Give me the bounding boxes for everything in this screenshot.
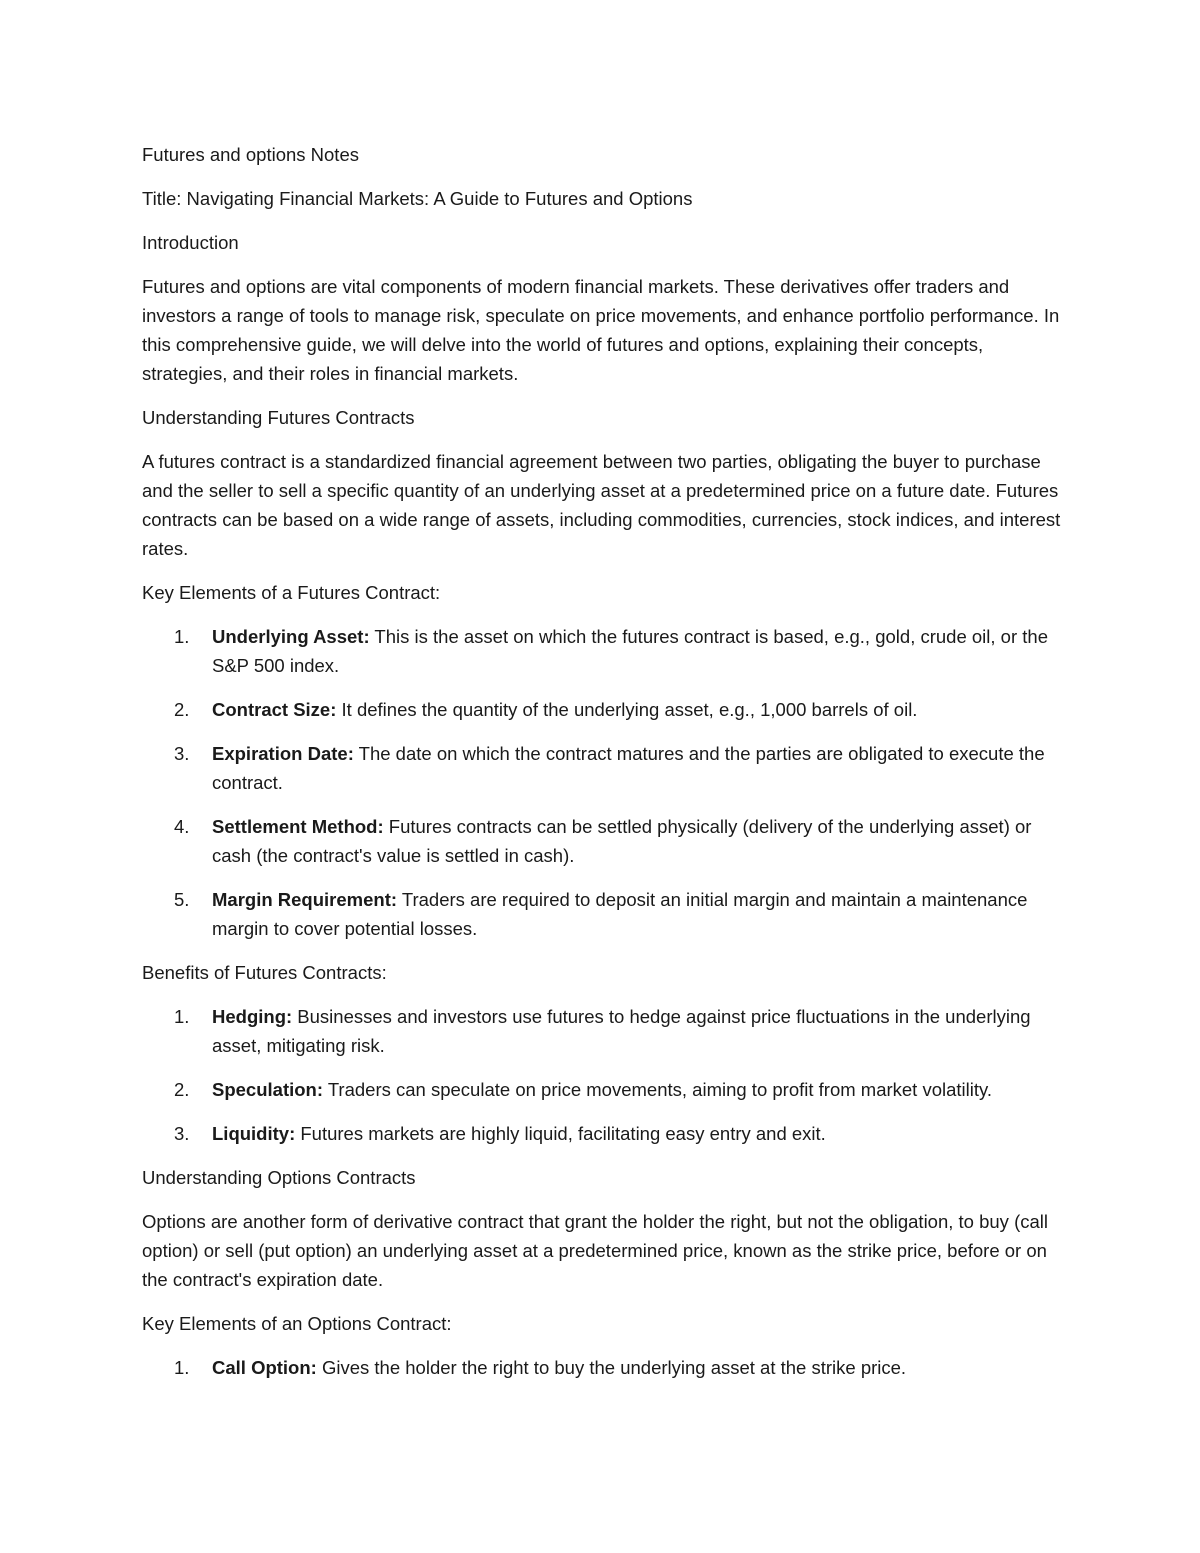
- list-text: Businesses and investors use futures to hedge against price fluctuations in the underlying asset, mitigating risk.: [212, 1006, 1031, 1056]
- key-elements-options-list: [142, 1353, 1062, 1382]
- doc-heading: Futures and options Notes: [142, 144, 359, 165]
- list-item: [142, 1075, 1062, 1104]
- list-text: Gives the holder the right to buy the underlying asset at the strike price.: [316, 1357, 907, 1378]
- list-text: Futures contracts can be settled physically (delivery of the underlying asset) or cash (the contract's value is settled in cash).: [212, 816, 1032, 866]
- benefits-list: [142, 1002, 1062, 1148]
- document-page: [142, 140, 1062, 1397]
- list-item: [142, 1002, 1062, 1060]
- list-number: 3.: [174, 1123, 190, 1144]
- list-text: The date on which the contract matures and the parties are obligated to execute the contract.: [212, 743, 1045, 793]
- list-term: Liquidity:: [212, 1123, 296, 1144]
- intro-paragraph: Futures and options are vital components of modern financial markets. These derivatives offer traders and investors a range of tools to manage risk, speculate on price movements, and enhance portfolio performance. In this comprehensive guide, we will delve into the world of futures and options, explaining their concepts, strategies, and their roles in financial markets.: [142, 276, 1060, 384]
- list-item: [142, 885, 1062, 943]
- benefits-heading: Benefits of Futures Contracts:: [142, 962, 387, 983]
- key-elements-options-heading: Key Elements of an Options Contract:: [142, 1313, 452, 1334]
- list-term: Margin Requirement:: [212, 889, 398, 910]
- list-number: 2.: [174, 1079, 190, 1100]
- list-item: [142, 622, 1062, 680]
- list-number: 5.: [174, 889, 190, 910]
- list-term: Contract Size:: [212, 699, 337, 720]
- list-number: 1.: [174, 1006, 190, 1027]
- list-text: This is the asset on which the futures contract is based, e.g., gold, crude oil, or the S&P 500 index.: [212, 626, 1048, 676]
- futures-heading: Understanding Futures Contracts: [142, 407, 415, 428]
- list-number: 1.: [174, 1357, 190, 1378]
- list-text: Futures markets are highly liquid, facilitating easy entry and exit.: [295, 1123, 826, 1144]
- list-term: Speculation:: [212, 1079, 324, 1100]
- options-heading: Understanding Options Contracts: [142, 1167, 416, 1188]
- key-elements-futures-list: [142, 622, 1062, 943]
- options-paragraph: Options are another form of derivative contract that grant the holder the right, but not the obligation, to buy (call option) or sell (put option) an underlying asset at a predetermined price, known as the strike price, before or on the contract's expiration date.: [142, 1211, 1048, 1290]
- list-term: Settlement Method:: [212, 816, 384, 837]
- list-term: Call Option:: [212, 1357, 317, 1378]
- intro-heading: Introduction: [142, 232, 239, 253]
- list-number: 4.: [174, 816, 190, 837]
- list-number: 3.: [174, 743, 190, 764]
- list-item: [142, 1353, 1062, 1382]
- list-item: [142, 812, 1062, 870]
- list-text: It defines the quantity of the underlying asset, e.g., 1,000 barrels of oil.: [336, 699, 918, 720]
- list-item: [142, 739, 1062, 797]
- list-number: 2.: [174, 699, 190, 720]
- list-text: Traders can speculate on price movements, aiming to profit from market volatility.: [323, 1079, 993, 1100]
- key-elements-futures-heading: Key Elements of a Futures Contract:: [142, 582, 441, 603]
- list-term: Hedging:: [212, 1006, 293, 1027]
- doc-title: Title: Navigating Financial Markets: A Guide to Futures and Options: [142, 188, 693, 209]
- list-number: 1.: [174, 626, 190, 647]
- list-item: [142, 695, 1062, 724]
- list-text: Traders are required to deposit an initial margin and maintain a maintenance margin to cover potential losses.: [212, 889, 1028, 939]
- list-item: [142, 1119, 1062, 1148]
- futures-paragraph: A futures contract is a standardized financial agreement between two parties, obligating the buyer to purchase and the seller to sell a specific quantity of an underlying asset at a predetermined price on a future date. Futures contracts can be based on a wide range of assets, including commodities, currencies, stock indices, and interest rates.: [142, 451, 1061, 559]
- list-term: Expiration Date:: [212, 743, 354, 764]
- list-term: Underlying Asset:: [212, 626, 370, 647]
